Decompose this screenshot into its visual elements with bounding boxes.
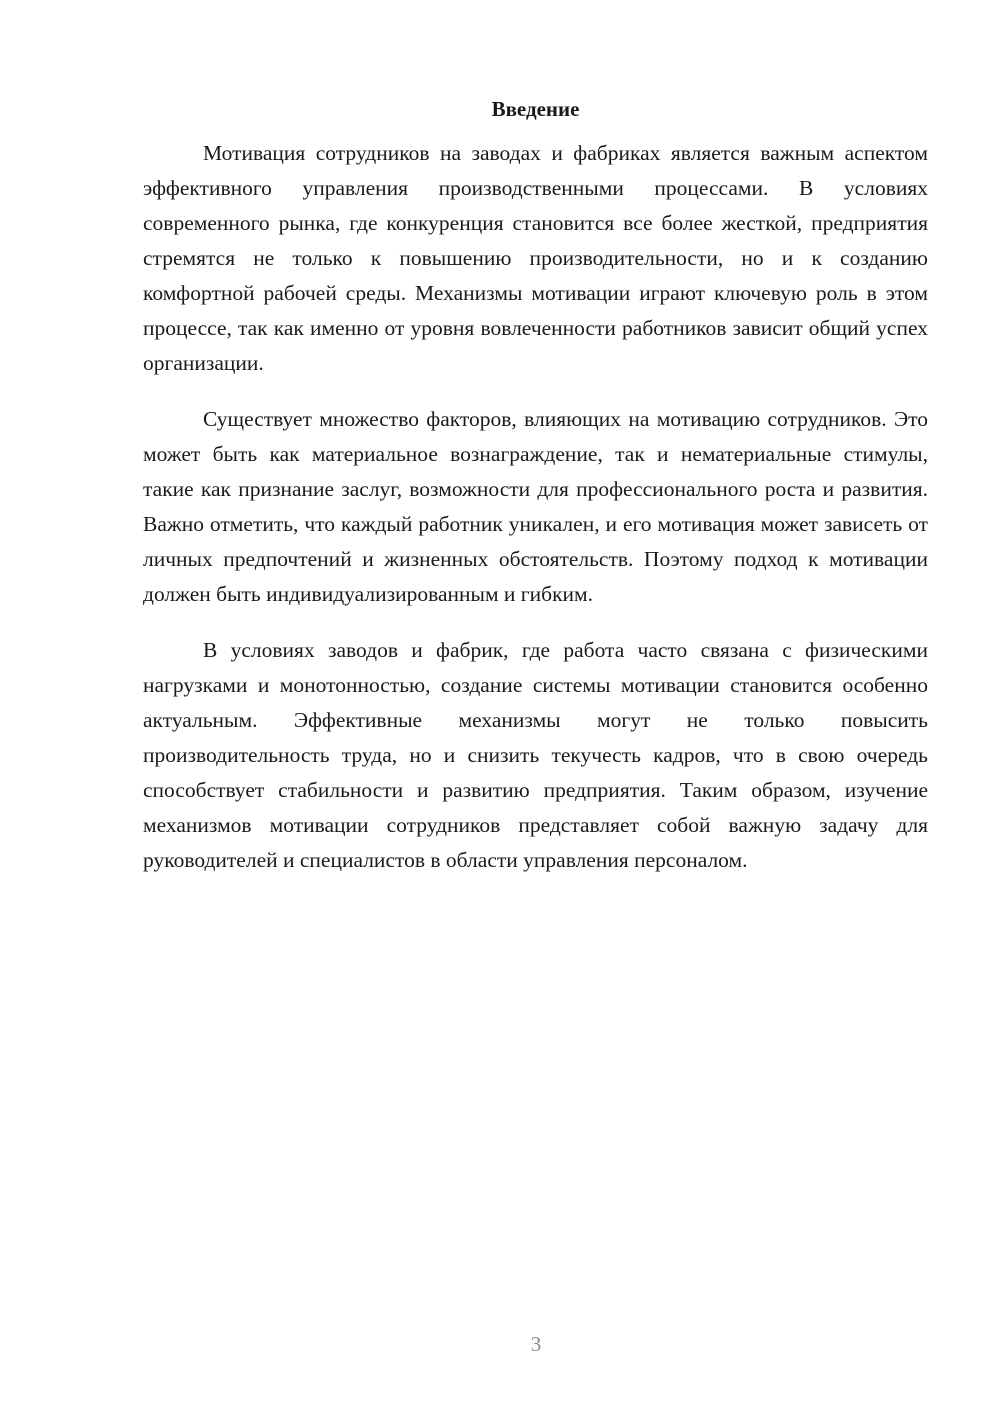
page-number: 3	[530, 1332, 542, 1356]
paragraph-3: В условиях заводов и фабрик, где работа часто связана с физическими нагрузками и монотонностью, создание системы мотивации становится особенно актуальным. Эффективные механизмы могут не только повысить производительность труда, но и снизить текучесть кадров, что в свою очередь способствует стабильности и развитию предприятия. Таким образом, изучение механизмов мотивации сотрудников представляет собой важную задачу для руководителей и специалистов в области управления персоналом.	[143, 638, 928, 872]
paragraph-1: Мотивация сотрудников на заводах и фабриках является важным аспектом эффективного управления производственными процессами. В условиях современного рынка, где конкуренция становится все более жесткой, предприятия стремятся не только к повышению производительности, но и к созданию комфортной рабочей среды. Механизмы мотивации играют ключевую роль в этом процессе, так как именно от уровня вовлеченности работников зависит общий успех организации.	[143, 141, 928, 375]
section-heading: Введение	[491, 97, 580, 121]
paragraph-2: Существует множество факторов, влияющих на мотивацию сотрудников. Это может быть как материальное вознаграждение, так и нематериальные стимулы, такие как признание заслуг, возможности для профессионального роста и развития. Важно отметить, что каждый работник уникален, и его мотивация может зависеть от личных предпочтений и жизненных обстоятельств. Поэтому подход к мотивации должен быть индивидуализированным и гибким.	[143, 407, 928, 606]
page-content	[143, 92, 928, 899]
